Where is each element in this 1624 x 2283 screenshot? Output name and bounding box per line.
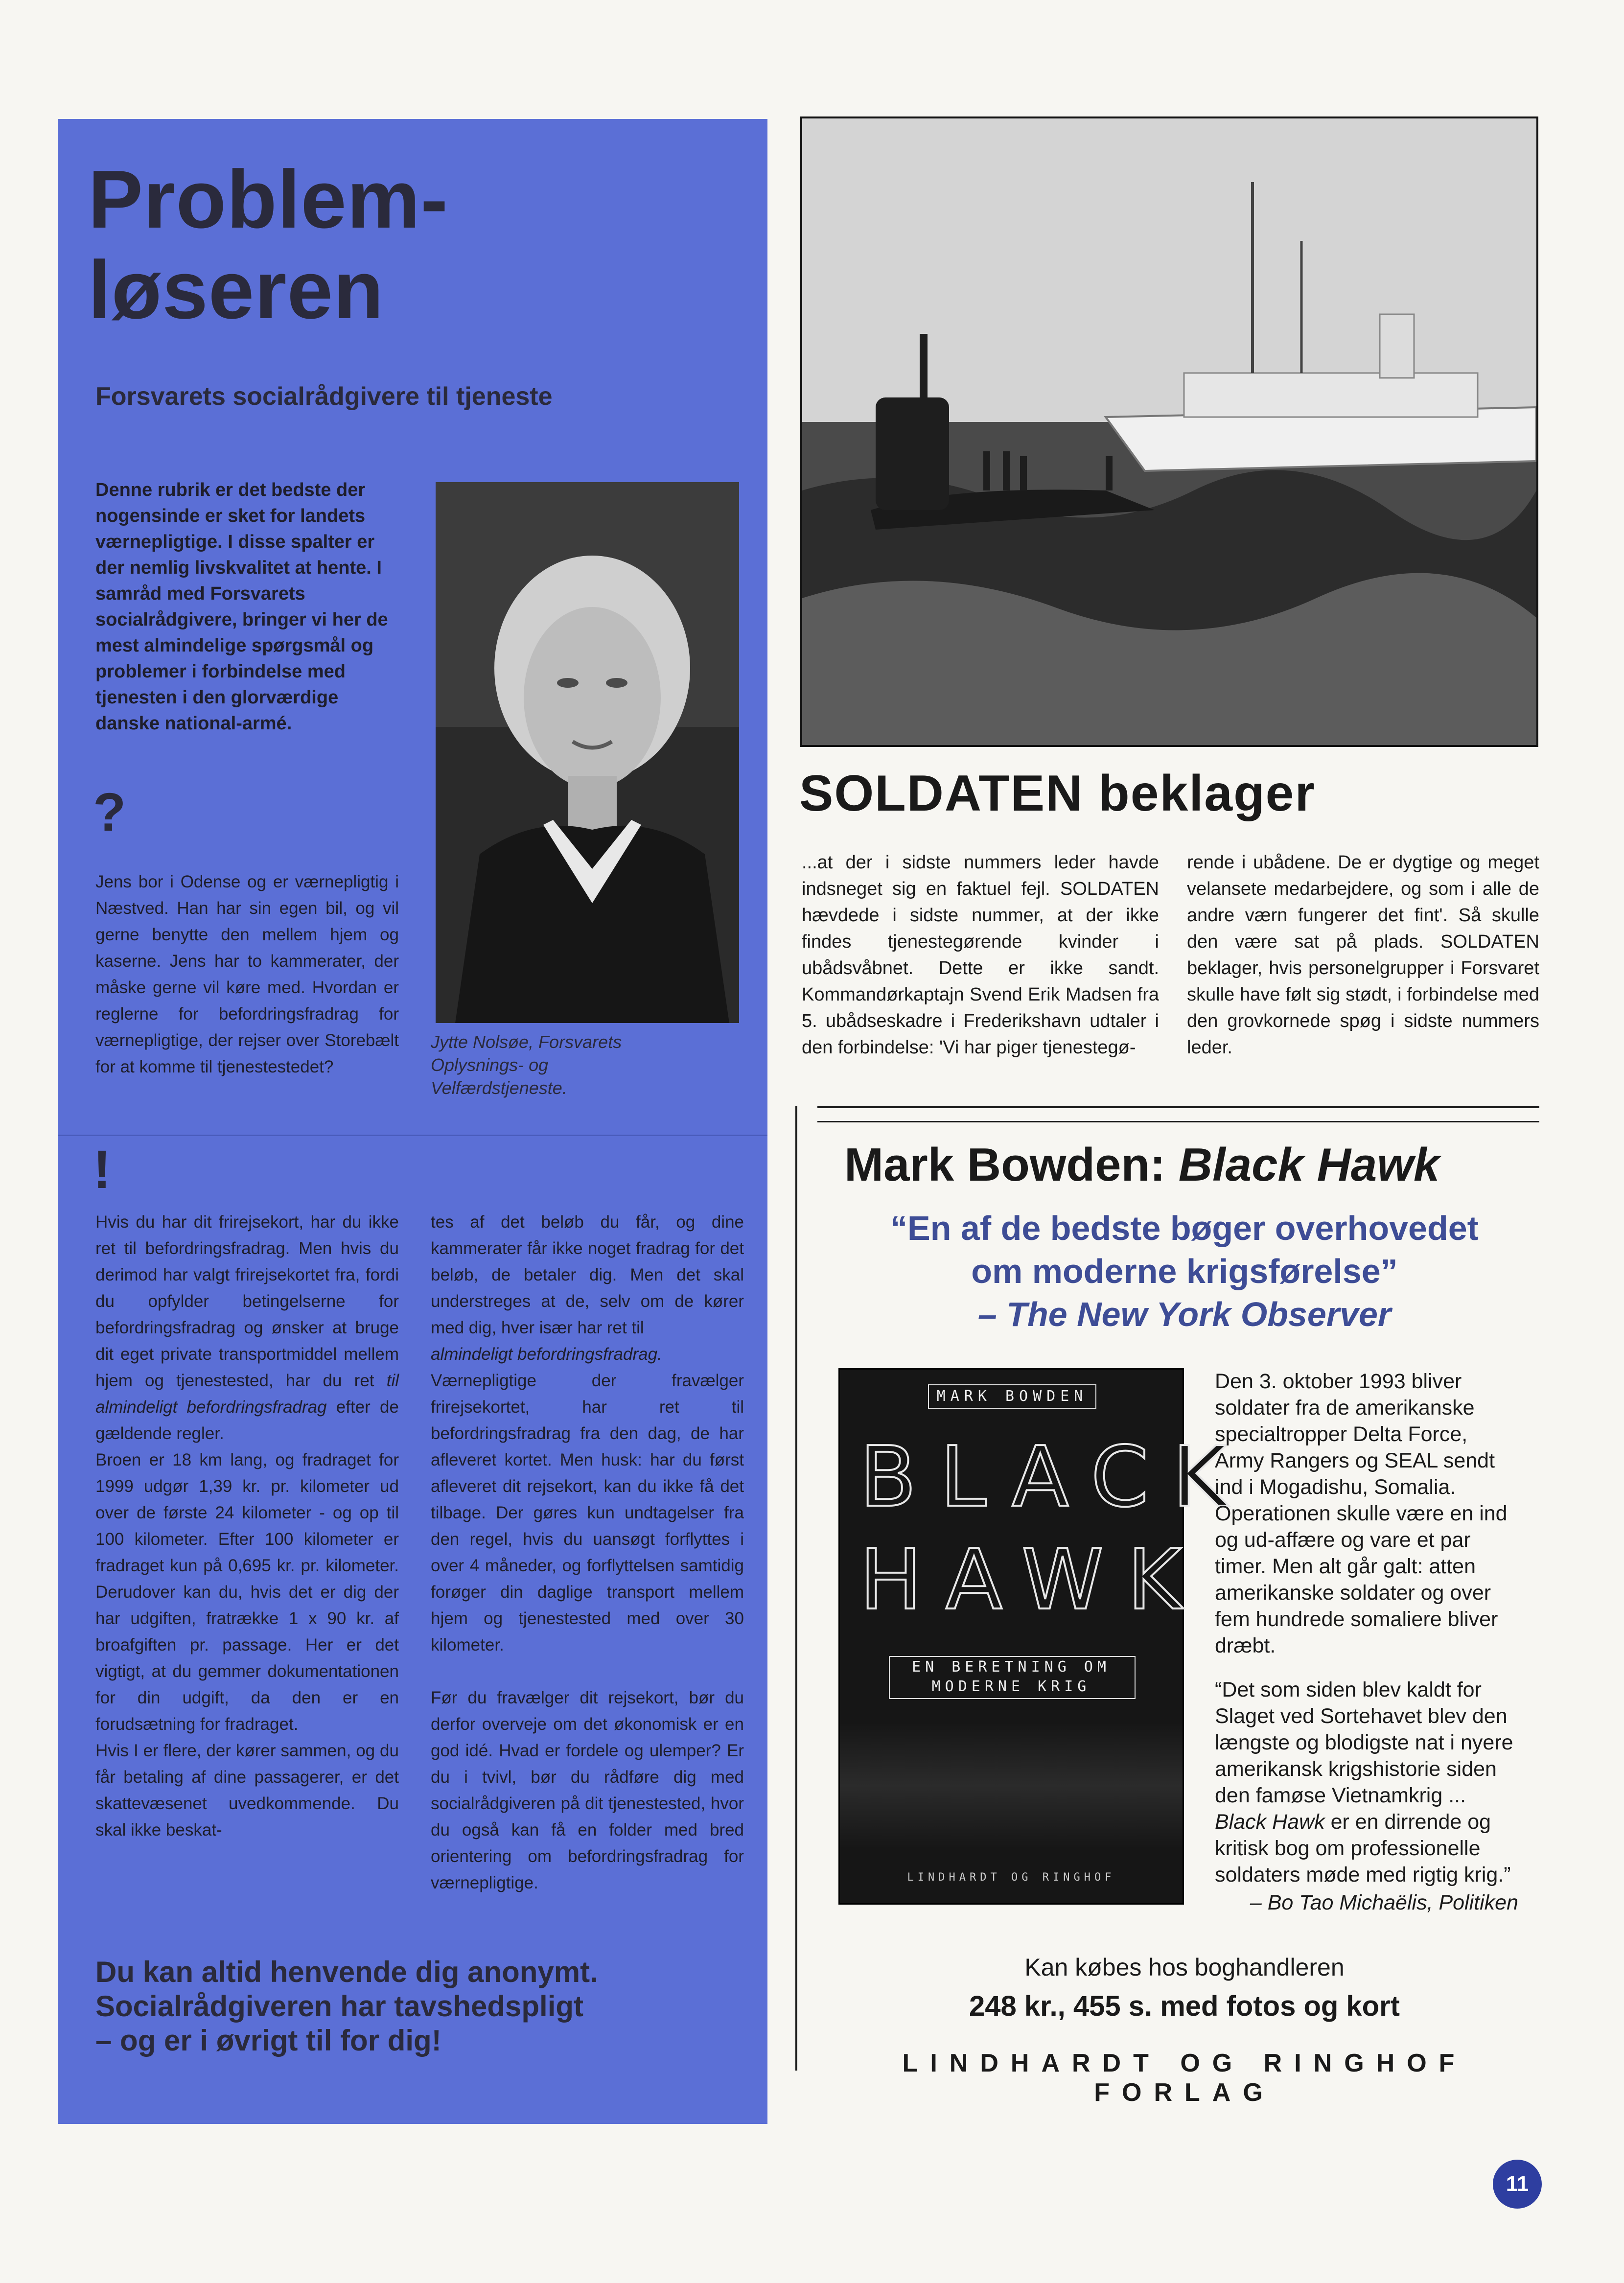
book-cover-subtitle-2: MODERNE KRIG <box>931 1678 1091 1695</box>
answer-col2-text-b: Værnepligtige der fravælger frirejsekortet, har ret til befordringsfradrag fra den dag, de har afleveret kortet. Men husk: har du først afleveret dit rejsekort, kan du ikke få det tilbage. Der gøres kun undtagelser fra den regel, hvis du uansøgt forflyttes i over 4 måneder, og forflyttelsen samtidig forøger din daglige transport mellem hjem og tjenestested med over 30 kilometer. <box>431 1371 744 1654</box>
closing-line-1: Du kan altid henvende dig anonymt. <box>95 1956 598 1988</box>
submarine-photo <box>800 116 1538 747</box>
answer-column-2 <box>431 1209 744 1896</box>
book-cover-title-2: HAWK <box>859 1532 1206 1629</box>
ad-top-rule-2 <box>817 1121 1539 1122</box>
article-title-line1: Problem- <box>88 153 449 245</box>
soldaten-column-1: ...at der i sidste nummers leder havde indsneget sig en faktuel fejl. SOLDATEN hævdede i sidste nummer, at der ikke findes tjenestegørende kvinder i ubådsvåbnet. Dette er ikke sandt. Kommandørkaptajn Svend Erik Madsen fra 5. ubådseskadre i Frederikshavn udtaler i den forbindelse: 'Vi har piger tjenestegø- <box>802 852 1159 1058</box>
ad-left-border <box>795 1106 797 2071</box>
question-text: Jens bor i Odense og er værnepligtig i Næstved. Han har sin egen bil, og vil gerne benytte den mellem hjem og kaserne. Jens har to kammerater, der måske gerne vil køre med. Hvordan er reglerne for befordringsfradrag for værnepligtige, der rejser over Storebælt for at komme til tjenestestedet? <box>95 872 399 1076</box>
ad-review-italic: Black Hawk <box>1215 1810 1325 1834</box>
answer-col2-text-a: tes af det beløb du får, og dine kammerater får ikke noget fradrag for det beløb, de betaler dig. Men det skal understreges at de, selv om de kører med dig, hver især har ret til <box>431 1212 744 1337</box>
answer-col2-italic: almindeligt befordringsfradrag. <box>431 1345 662 1364</box>
ad-review <box>1215 1677 1518 1888</box>
ad-title-author: Mark Bowden: <box>844 1139 1179 1191</box>
ad-quote-line-2: om moderne krigsførelse” <box>971 1252 1398 1290</box>
answer-col1-text-d: Hvis I er flere, der kører sammen, og du får betaling af dine passagerer, er det skattevæsenet uvedkommende. Du skal ikke beskat- <box>95 1741 399 1840</box>
question-mark: ? <box>93 782 126 842</box>
portrait-illustration <box>436 482 739 1023</box>
ad-buy-line: Kan købes hos boghandleren <box>1024 1954 1345 1981</box>
answer-col2-text-c: Før du fravælger dit rejsekort, bør du derfor overveje om det økonomisk er en god idé. Hvad er fordele og ulemper? Er du i tvivl, bør du rådføre dig med socialrådgiveren på dit tjenestested, hvor du også kan få en folder med bred orientering om befordringsfradrag for værnepligtige. <box>431 1688 744 1892</box>
answer-col1-italic: til almindeligt befordringsfradrag <box>95 1371 399 1417</box>
ad-review-text-b: er en dirrende og kritisk bog om professionelle soldaters møde med rigtig krig.” <box>1215 1810 1511 1887</box>
ad-quote-source: – The New York Observer <box>977 1295 1392 1333</box>
book-cover <box>838 1368 1251 1905</box>
book-cover-publisher: LINDHARDT OG RINGHOF <box>907 1871 1115 1884</box>
ad-publisher: LINDHARDT OG RINGHOF FORLAG <box>902 2049 1467 2107</box>
answer-col1-text-b: efter de gældende regler. <box>95 1398 399 1443</box>
ad-price-line: 248 kr., 455 s. med fotos og kort <box>969 1990 1400 2022</box>
answer-col1-text-c: Broen er 18 km lang, og fradraget for 1999 udgør 1,39 kr. pr. kilometer ud over de første 24 kilometer - og op til 100 kilometer. Efter 100 kilometer er fradraget kun på 0,695 kr. pr. kilometer. Derudover kan du, hvis det er dig der har udgiften, fratrække 1 x 90 kr. af broafgiften pr. passage. Her er det vigtigt, at du gemmer dokumentationen for din udgift, da den er en forudsætning for fradraget. <box>95 1450 399 1734</box>
book-cover-author: MARK BOWDEN <box>928 1384 1096 1409</box>
book-cover-subtitle-1: EN BERETNING OM <box>912 1658 1111 1676</box>
article-title-line2: løseren <box>88 244 384 336</box>
portrait-caption: Jytte Nolsøe, Forsvarets Oplysnings- og Velfærdstjeneste. <box>431 1032 622 1098</box>
ad-review-source: – Bo Tao Michaëlis, Politiken <box>1250 1891 1518 1914</box>
closing-line-2: Socialrådgiveren har tavshedspligt <box>95 1990 584 2023</box>
article-subtitle: Forsvarets socialrådgivere til tjeneste <box>95 382 553 411</box>
soldaten-headline: SOLDATEN beklager <box>799 765 1316 822</box>
book-cover-title-1: BLACK <box>859 1429 1251 1526</box>
ad-blurb: Den 3. oktober 1993 bliver soldater fra de amerikanske specialtropper Delta Force, Army Rangers og SEAL sendt ind i Mogadishu, Somalia. Operationen skulle være en ind og ud-affære og vare et par timer. Men alt går galt: atten amerikanske soldater og over fem hundrede somaliere bliver dræbt. <box>1215 1370 1508 1657</box>
answer-col1-text-a: Hvis du har dit frirejsekort, har du ikke ret til befordringsfradrag. Men hvis du derimod har valgt frirejsekortet fra, fordi du opfylder betingelserne for befordringsfradrag og ønsker at bruge dit eget private transportmiddel mellem hjem og tjenestested, har du ret <box>95 1212 399 1390</box>
closing-line-3: – og er i øvrigt til for dig! <box>95 2024 441 2057</box>
ad-quote-line-1: “En af de bedste bøger overhovedet <box>890 1209 1479 1247</box>
ad-review-text-a: “Det som siden blev kaldt for Slaget ved Sortehavet blev den længste og blodigste nat i nyere amerikansk krigshistorie siden den famøse Vietnamkrig ... <box>1215 1678 1513 1807</box>
ad-title-book: Black Hawk <box>1178 1139 1440 1191</box>
fold-line <box>58 1135 767 1136</box>
answer-mark: ! <box>93 1140 111 1200</box>
portrait-photo <box>436 482 739 1023</box>
soldaten-column-2: rende i ubådene. De er dygtige og meget velansete medarbejdere, og som i alle de andre værn fungerer det fint'. Så skulle den være sat på plads. SOLDATEN beklager, hvis personelgrupper i Forsvaret skulle have følt sig stødt, i forbindelse med den grovkornede spøg i sidste nummers leder. <box>1187 852 1539 1058</box>
submarine-illustration <box>802 118 1536 745</box>
article-intro: Denne rubrik er det bedste der nogensinde er sket for landets værnepligtige. I disse spalter er der nemlig livskvalitet at hente. I samråd med Forsvarets socialrådgivere, bringer vi her de mest almindelige spørgsmål og problemer i forbindelse med tjenesten i den glorværdige danske national-armé. <box>95 480 388 734</box>
page-number: 11 <box>1493 2160 1542 2209</box>
ad-title <box>844 1138 1439 1192</box>
book-cover-image <box>840 1722 1183 1849</box>
answer-column-1 <box>95 1209 399 1843</box>
ad-top-rule <box>817 1106 1539 1108</box>
